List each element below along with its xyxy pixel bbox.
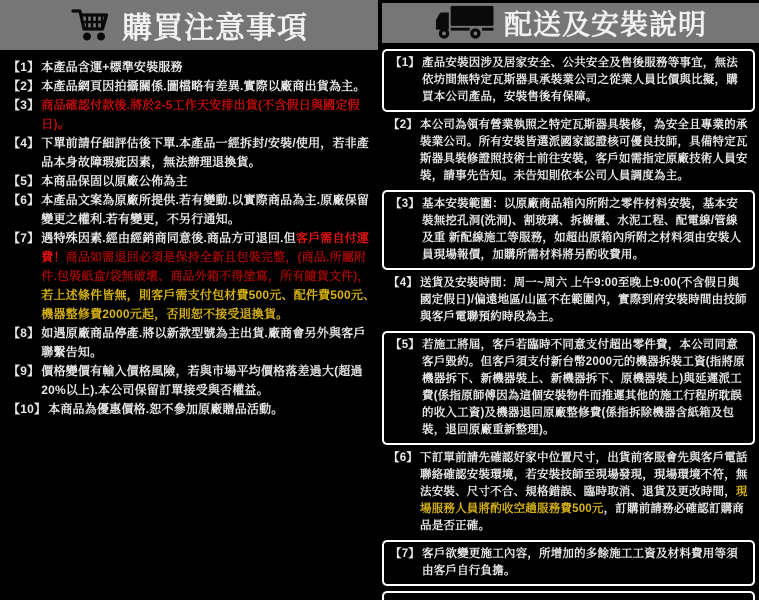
item-text — [41, 172, 376, 191]
text-segment: 價格變價有輸入價格風險，若與市場平均價格落差過大(超過20%以上).本公司保留訂單接受與否權益。 — [41, 364, 363, 397]
item-number: 【3】 — [390, 198, 420, 210]
purchase-notes-title: 購買注意事項 — [122, 12, 308, 45]
notice-item — [8, 324, 376, 362]
item-number: 【6】 — [388, 452, 418, 464]
text-segment: 基本安裝範圍：以原廠商品箱內所附之零件材料安裝，基本安裝無挖孔洞(洗洞)、割玻璃、拆櫥櫃、水泥工程、配電線/管線及重 新配線施工等服務，如超出原箱內所附之材料須由安裝人員現場報價，加購所需材料將另酌收費用。 — [422, 198, 742, 261]
text-segment: 下單前請仔細評估後下單.本產品一經拆封/安裝/使用，若非產品本身故障瑕疵因素，無法辦理退換貨。 — [41, 136, 370, 169]
text-segment: 產品安裝因涉及居家安全、公共安全及售後服務等事宜，無法依坊間無特定瓦斯器具承裝業公司之從業人員比價與比擬，購買本公司產品，安裝售後有保障。 — [422, 57, 738, 103]
delivery-install-list — [382, 43, 759, 600]
item-text — [41, 77, 376, 96]
notice-item — [8, 400, 376, 419]
item-text — [41, 229, 376, 324]
item-number: 【4】 — [8, 136, 40, 150]
item-text — [420, 450, 749, 535]
text-segment: 本商品保固以原廠公佈為主 — [41, 174, 188, 188]
notice-item — [8, 58, 376, 77]
item-number: 【4】 — [388, 277, 418, 289]
text-segment: 現場服務人員將酌收空趟服務費500元 — [420, 486, 748, 515]
delivery-install-column — [378, 0, 759, 600]
notice-item — [8, 362, 376, 400]
item-text — [422, 55, 747, 106]
notice-item — [390, 55, 747, 106]
notice-item — [382, 450, 755, 535]
item-number: 【1】 — [390, 57, 420, 69]
notice-item — [390, 546, 747, 580]
item-number: 【5】 — [8, 174, 40, 188]
delivery-install-header — [382, 3, 759, 43]
item-number: 【6】 — [8, 193, 40, 207]
text-segment: 遇特殊因素.經由經銷商同意後.商品方可退回.但 — [41, 231, 296, 245]
info-box — [382, 540, 755, 586]
item-text — [41, 96, 376, 134]
item-text — [48, 400, 376, 419]
item-text — [422, 337, 747, 439]
text-segment: 下訂單前請先確認好家中位置尺寸，出貨前客服會先與客戶電話聯絡確認安裝環境，若安裝技師至現場發現，現場環境不符，無法安裝、尺寸不合、規格錯誤、臨時取消、退貨及更改時間， — [420, 452, 748, 498]
text-segment: 本商品為優惠價格.恕不參加原廠贈品活動。 — [48, 402, 284, 416]
item-text — [41, 362, 376, 400]
notice-item — [8, 96, 376, 134]
notice-item — [8, 172, 376, 191]
item-text — [422, 196, 747, 264]
text-segment: 如遇原廠商品停產.將以新款型號為主出貨.廠商會另外與客戶聯繫告知。 — [41, 326, 366, 359]
text-segment: 本公司為領有營業執照之特定瓦斯器具裝修，為安全且專業的承裝業公司。所有安裝皆選派國家認證核可優良技師，具備特定瓦斯器具裝修證照技術士前往安裝，客戶如需指定原廠技術人員安裝，請事先告知。未告知則依本公司人員調度為主。 — [420, 119, 748, 182]
info-box — [382, 190, 755, 270]
item-number: 【5】 — [390, 339, 420, 351]
item-number: 【2】 — [8, 79, 40, 93]
info-box — [382, 49, 755, 112]
purchase-notes-list — [0, 50, 378, 419]
item-text — [41, 324, 376, 362]
notice-item — [382, 117, 755, 185]
item-number: 【2】 — [388, 119, 418, 131]
text-segment: 若施工將屆，客戶若臨時不同意支付超出零件費，本公司同意客戶毀約。但客戶須支付新台幣2000元的機器拆裝工資(指將原機器拆下、新機器裝上、新機器拆下、原機器裝上)與延遲派工費(係指原師傅因為這個安裝物件而推遲其他的施工行程所耽誤的收入工資)及機器退回原廠整修費(係指拆除機器含紙箱及包裝，退回原廠重新整理)。 — [422, 339, 745, 436]
item-number: 【9】 — [8, 364, 40, 378]
shopping-cart-icon — [70, 5, 112, 45]
text-segment: 若上述條件皆無，則客戶需支付包材費500元、配件費500元、機器整修費2000元起，否則恕不接受退換貨。 — [41, 288, 376, 321]
item-text — [420, 117, 749, 185]
item-text — [41, 191, 376, 229]
info-box — [382, 331, 755, 445]
text-segment: 本產品網頁因拍攝關係.圖檔略有差異.實際以廠商出貨為主。 — [41, 79, 366, 93]
notice-item — [390, 337, 747, 439]
purchase-notes-column — [0, 0, 378, 600]
item-text — [420, 275, 749, 326]
notice-item — [8, 229, 376, 324]
item-number: 【1】 — [8, 60, 40, 74]
purchase-notes-header — [0, 0, 378, 50]
text-segment: 本產品文案為原廠所提供.若有變動.以實際商品為主.原廠保留變更之權利.若有變更，不另行通知。 — [41, 193, 370, 226]
text-segment: 本產品含運+標準安裝服務 — [41, 60, 183, 74]
text-segment: ，訂購前請務必確認訂購商品是否正確。 — [420, 503, 744, 532]
text-segment: 送貨及安裝時間：周一~周六 上午9:00至晚上9:00(不含假日與國定假日)/偏遠地區/山區不在範圍內，實際到府安裝時間由技師與客戶電聯預約時段為主。 — [420, 277, 747, 323]
notice-item — [382, 275, 755, 326]
cut-off-info-box — [382, 591, 755, 600]
notice-item — [8, 134, 376, 172]
item-text — [41, 58, 376, 77]
item-text — [41, 134, 376, 172]
notice-item — [390, 196, 747, 264]
item-number: 【7】 — [390, 548, 420, 560]
item-number: 【10】 — [8, 402, 47, 416]
text-segment: 客戶欲變更施工內容，所增加的多餘施工工資及材料費用等須由客戶自行負擔。 — [422, 548, 738, 577]
text-segment: 商品如需退回必須是保持全新且包裝完整，(商品.所屬附件.包裝紙盒/袋無破壞、商品外箱不得塗寫，所有隨貨文件)， — [41, 250, 370, 283]
item-text — [422, 546, 747, 580]
text-segment: 客戶需自付運費！ — [41, 231, 370, 264]
item-number: 【8】 — [8, 326, 40, 340]
delivery-install-title: 配送及安裝說明 — [503, 9, 707, 40]
item-number: 【3】 — [8, 98, 40, 112]
text-segment: 商品確認付款後.將於2-5工作天安排出貨(不含假日與國定假日)。 — [41, 98, 360, 131]
delivery-truck-icon — [434, 4, 494, 42]
item-number: 【7】 — [8, 231, 40, 245]
notice-item — [8, 191, 376, 229]
notice-item — [8, 77, 376, 96]
